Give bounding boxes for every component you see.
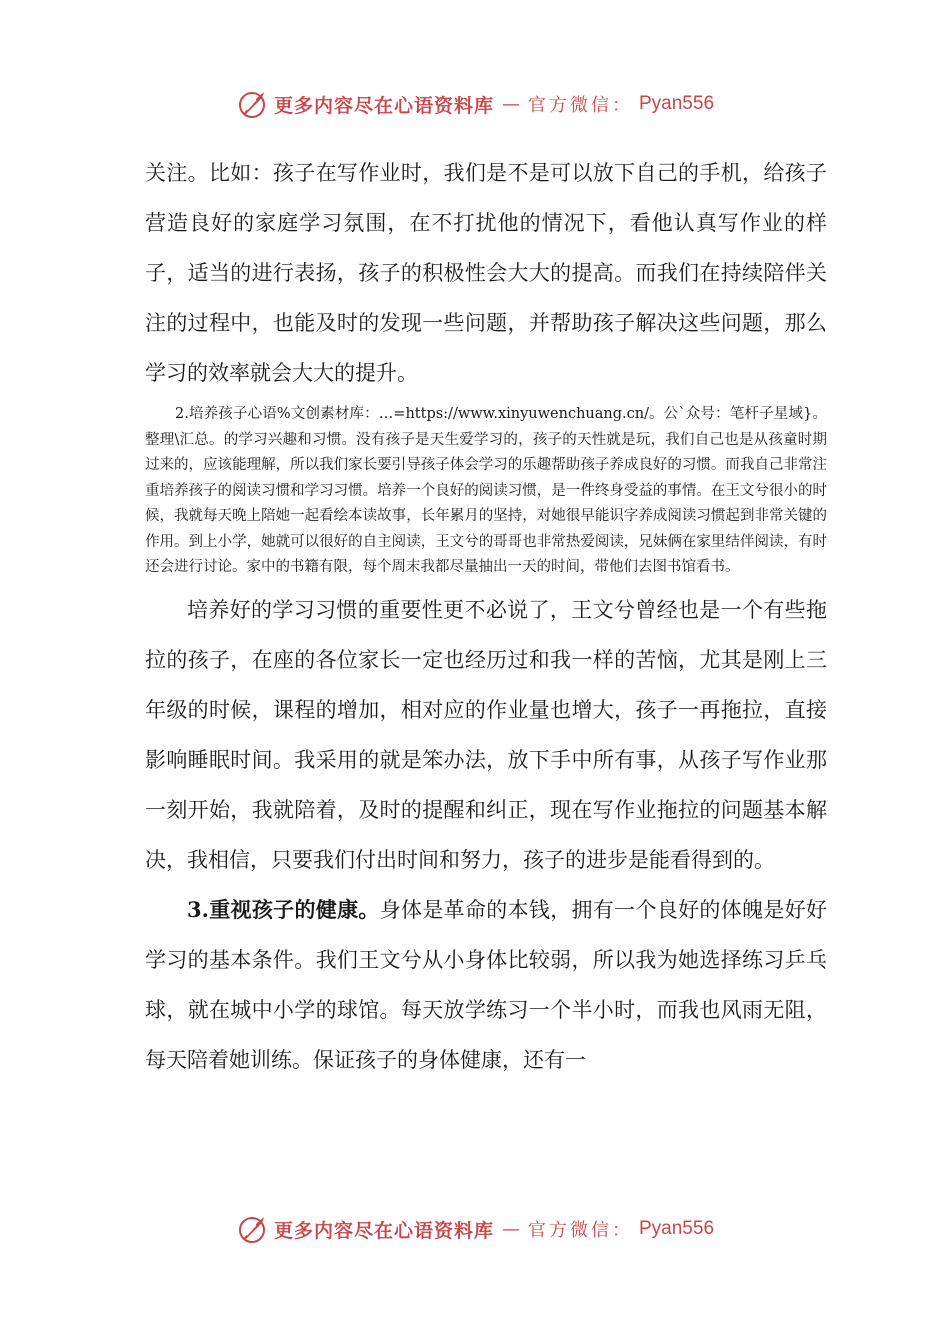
quill-logo-icon bbox=[236, 1213, 268, 1245]
page-footer bbox=[0, 1209, 950, 1249]
brand-text: 更多内容尽在心语资料库 bbox=[273, 1219, 494, 1242]
wechat-label: 官方微信： bbox=[528, 95, 633, 116]
health-heading: 3.重视孩子的健康。 bbox=[187, 896, 380, 922]
wechat-id: Pyan556 bbox=[639, 1218, 715, 1239]
paragraph-health bbox=[145, 885, 827, 1085]
brand-banner bbox=[236, 88, 714, 120]
paragraph-study-habits: 培养好的学习习惯的重要性更不必说了，王文兮曾经也是一个有些拖拉的孩子，在座的各位家长一定也经历过和我一样的苦恼，尤其是刚上三年级的时候，课程的增加，相对应的作业量也增大，孩子一再拖拉，直接影响睡眠时间。我采用的就是笨办法，放下手中所有事，从孩子写作业那一刻开始，我就陪着，及时的提醒和纠正，现在写作业拖拉的问题基本解决，我相信，只要我们付出时间和努力，孩子的进步是能看得到的。 bbox=[145, 597, 827, 872]
wechat-id: Pyan556 bbox=[639, 93, 715, 114]
quill-logo-icon bbox=[236, 88, 268, 120]
brand-separator: — bbox=[502, 1218, 520, 1240]
paragraph-learning-habits: 2.培养孩子心语%文创素材库：…=https://www.xinyuwenchuang.cn/。公`众号：笔杆子星域}。整理\汇总。的学习兴趣和习惯。没有孩子是天生爱学习的，孩子的天性就是玩，我们自己也是从孩童时期过来的，应该能理解，所以我们家长要引导孩子体会学习的乐趣帮助孩子养成良好的习惯。而我自己非常注重培养孩子的阅读习惯和学习习惯。培养一个良好的阅读习惯，是一件终身受益的事情。在王文兮很小的时候，我就每天晚上陪她一起看绘本读故事，长年累月的坚持，对她很早能识字养成阅读习惯起到非常关键的作用。到上小学，她就可以很好的自主阅读，王文兮的哥哥也非常热爱阅读，兄妹俩在家里结伴阅读，有时还会进行讨论。家中的书籍有限，每个周末我都尽量抽出一天的时间，带他们去图书馆看书。 bbox=[145, 406, 827, 575]
brand-separator: — bbox=[502, 93, 520, 115]
document-body bbox=[145, 148, 827, 1085]
health-body: 身体是革命的本钱，拥有一个良好的体魄是好好学习的基本条件。我们王文兮从小身体比较弱，所以我为她选择练习乒乓球，就在城中小学的球馆。每天放学练习一个半小时，而我也风雨无阻，每天陪着她训练。保证孩子的身体健康，还有一 bbox=[145, 897, 827, 1072]
wechat-label: 官方微信： bbox=[528, 1220, 633, 1241]
brand-text: 更多内容尽在心语资料库 bbox=[273, 94, 494, 117]
paragraph-attention: 关注。比如：孩子在写作业时，我们是不是可以放下自己的手机，给孩子营造良好的家庭学习氛围，在不打扰他的情况下，看他认真写作业的样子，适当的进行表扬，孩子的积极性会大大的提高。而我们在持续陪伴关注的过程中，也能及时的发现一些问题，并帮助孩子解决这些问题，那么学习的效率就会大大的提升。 bbox=[145, 161, 827, 385]
brand-banner bbox=[236, 1213, 714, 1245]
page-header bbox=[0, 84, 950, 124]
